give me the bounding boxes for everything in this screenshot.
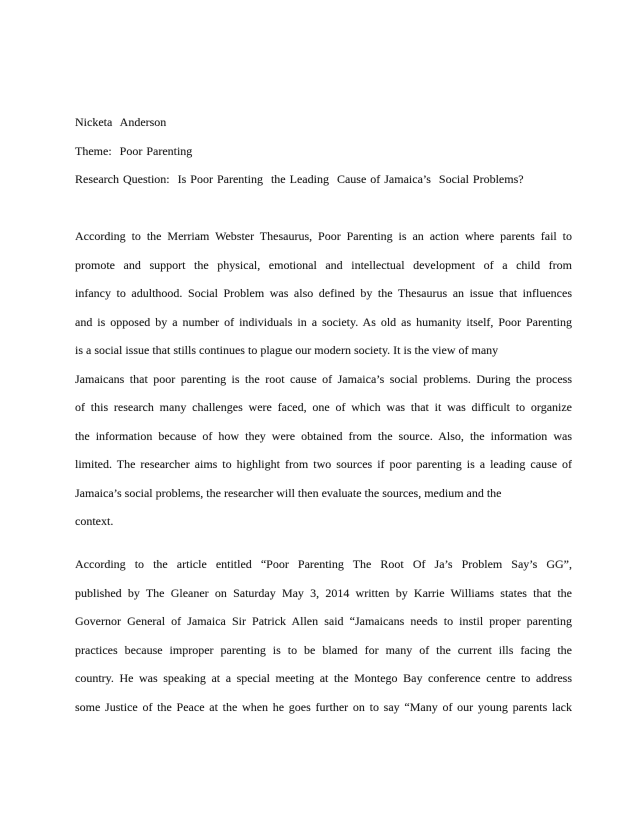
paragraph-line: practices because improper parenting is to be blamed for many of the current ills facing the — [75, 642, 572, 657]
paragraph-line: country. He was speaking at a special meeting at the Montego Bay conference centre to address — [75, 671, 572, 685]
paragraph-line: infancy to adulthood. Social Problem was also defined by the Thesaurus an issue that influences — [75, 286, 572, 300]
paragraph-line: some Justice of the Peace at the when he goes further on to say “Many of our young parents lack — [75, 699, 572, 714]
paragraph-line: published by The Gleaner on Saturday May 3, 2014 written by Karrie Williams states that the — [75, 585, 572, 600]
author-name: Nicketa Anderson — [75, 115, 167, 129]
paragraph-line: and is opposed by a number of individuals in a society. As old as humanity itself, Poor Parenting — [75, 314, 572, 329]
paragraph-line: According to the Merriam Webster Thesaurus, Poor Parenting is an action where parents fail to — [75, 229, 572, 243]
research-question-line: Research Question: Is Poor Parenting the Leading Cause of Jamaica’s Social Problems? — [75, 172, 524, 186]
paragraph-line: is a social issue that stills continues to plague our modern society. It is the view of many — [75, 343, 499, 357]
paragraph-line: promote and support the physical, emotional and intellectual development of a child from — [75, 257, 572, 272]
paragraph-line: the information because of how they were obtained from the source. Also, the information was — [75, 428, 572, 443]
theme-line: Theme: Poor Parenting — [75, 143, 193, 158]
paragraph-line: Jamaicans that poor parenting is the root cause of Jamaica’s social problems. During the process — [75, 371, 572, 386]
paragraph-line: Governor General of Jamaica Sir Patrick Allen said “Jamaicans needs to instil proper parenting — [75, 614, 572, 628]
paragraph-line: context. — [75, 514, 114, 528]
document-header — [75, 108, 572, 194]
paragraph-line: According to the article entitled “Poor Parenting The Root Of Ja’s Problem Say’s GG”, — [75, 557, 572, 571]
paragraph-line: of this research many challenges were faced, one of which was that it was difficult to organize — [75, 400, 572, 414]
paragraph-line: Jamaica’s social problems, the researcher will then evaluate the sources, medium and the — [75, 485, 502, 500]
essay-paragraph-1 — [75, 222, 572, 536]
paragraph-line: limited. The researcher aims to highlight from two sources if poor parenting is a leading cause of — [75, 457, 572, 471]
essay-paragraph-2 — [75, 550, 572, 721]
